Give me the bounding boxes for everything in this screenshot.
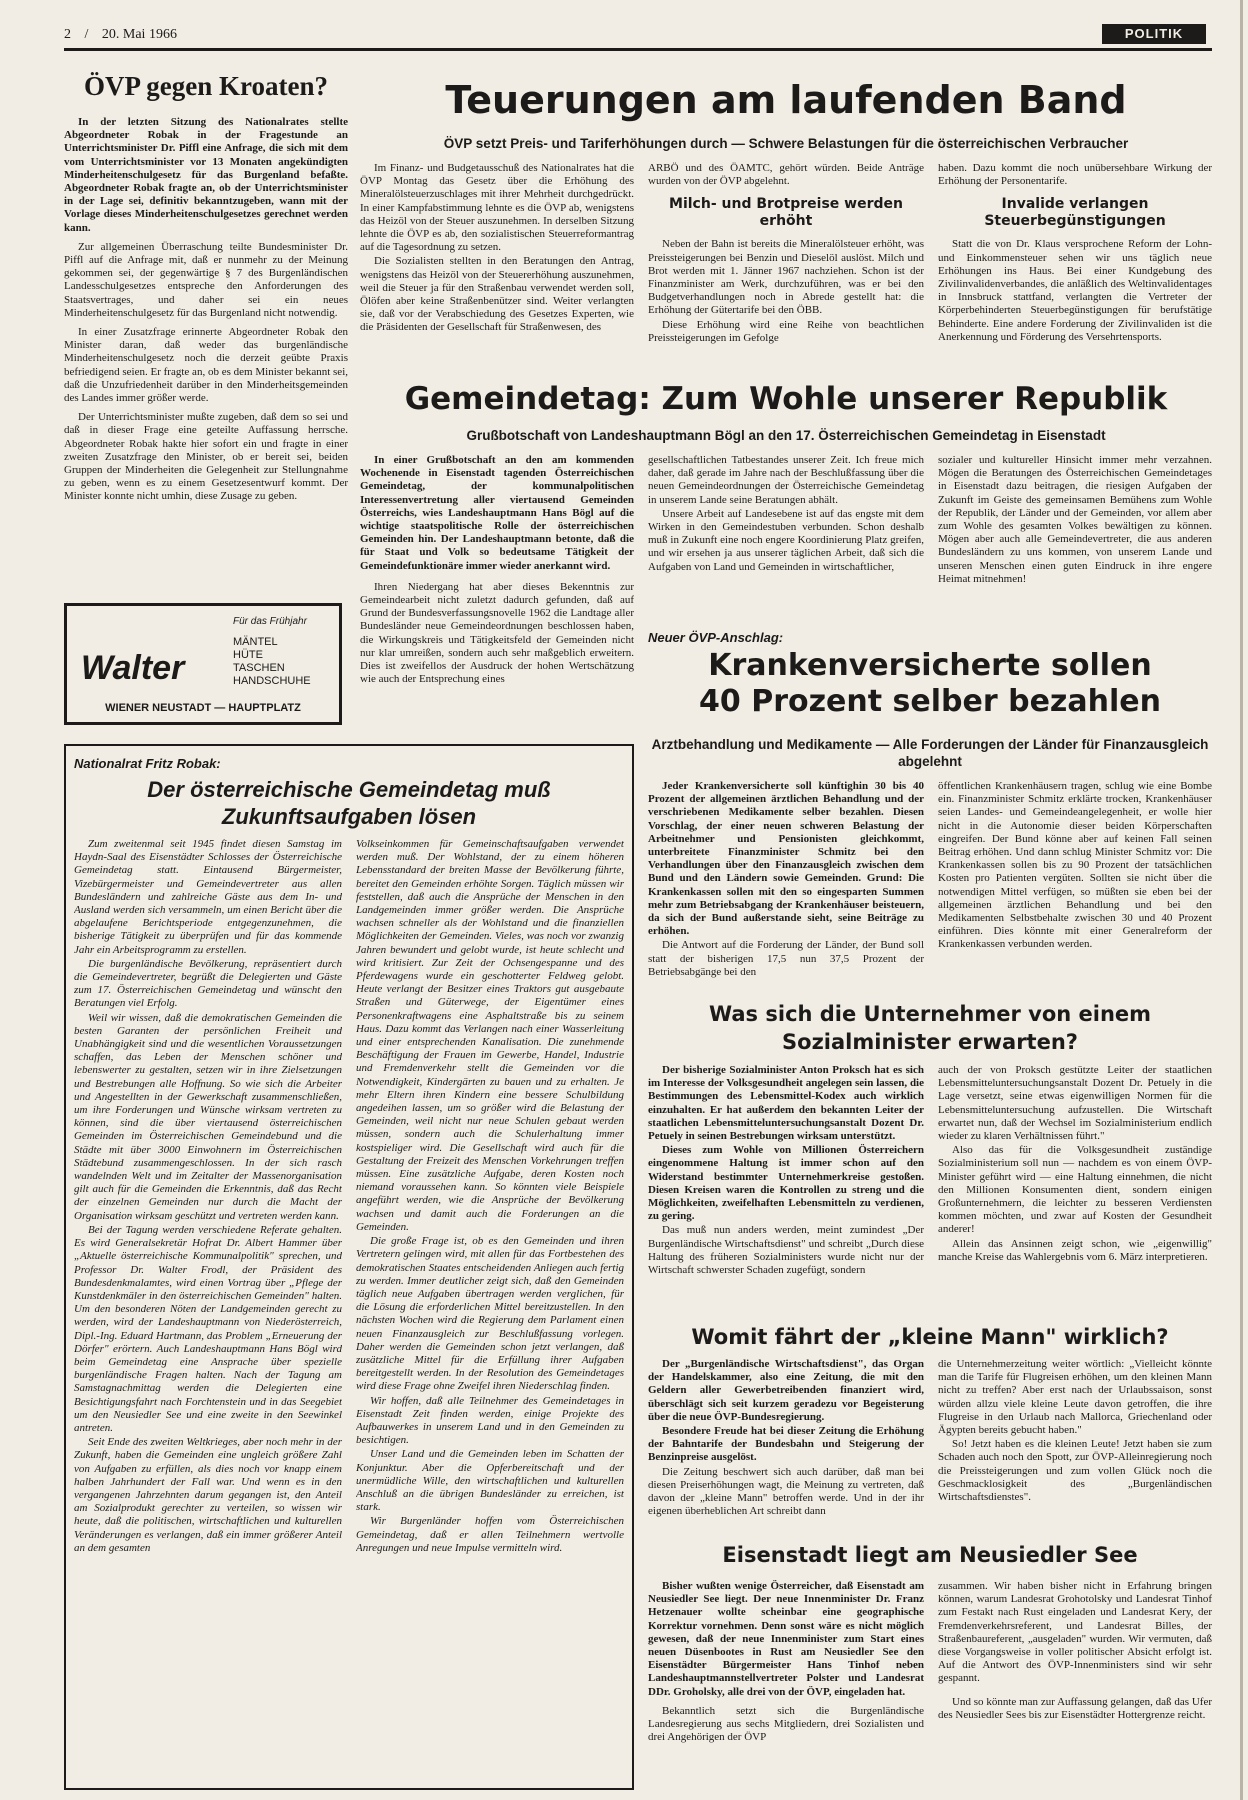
paragraph: sozialer und kultureller Hinsicht immer mehr verzahnen. Mögen die Beratungen des Österreichischen Gemeindetages in Eisenstadt dazu beitragen, die riesigen Aufgaben der Zukunft im Geiste des gemeinsamen Bemühens zum Wohle der Republik, der Länder und der Gemeinden, vor allem aber zum Wohle des gesamten Volkes bewältigen zu können. Mögen aber auch alle Gemeindevertreter, die aus anderen Bundesländern zu uns kommen, von unserem Lande und unseren Menschen einen guten Eindruck in ihre engere Heimat mitnehmen! bbox=[938, 454, 1212, 585]
article-column bbox=[648, 1580, 924, 1788]
section-heading: Invalide verlangen Steuerbegünstigungen bbox=[984, 196, 1166, 230]
paragraph: Ihren Niedergang hat aber dieses Bekenntnis zur Gemeindearbeit nicht zuletzt dadurch gefunden, daß auf Grund der Bundesverfassungsnovelle 1962 die Landtage aller Bundesländer neue Gemeindeordnungen beschlossen haben, die Wirkungskreis und Tätigkeitsfeld der Gemeinden nicht nur klar umreißen, sondern auch sehr maßgeblich erweitern. Dies ist zweifellos der Ausdruck der hohen Wertschätzung wie auch der Entsprechung eines bbox=[360, 580, 634, 686]
ad-tagline: Für das Frühjahr bbox=[233, 616, 307, 627]
article-title-kleiner-mann: Womit fährt der „kleine Mann" wirklich? bbox=[691, 1325, 1169, 1349]
page-edge-shadow bbox=[1240, 0, 1243, 1800]
article-column bbox=[938, 1580, 1212, 1788]
article-kicker: Nationalrat Fritz Robak: bbox=[74, 756, 221, 771]
paragraph: öffentlichen Krankenhäusern tragen, schlug wie eine Bombe ein. Finanzminister Schmitz erklärte trocken, Krankenhäuser seien Landes- und Gemeindeangelegenheit, er wolle hier nicht in die Autonomie dieser beiden Körperschaften eingreifen. Der Bund könne aber auf keinen Fall seinen Beitrag erhöhen. Und dann schlug Minister Schmitz vor: Die Krankenkassen sollen bis zu 90 Prozent der tatsächlichen Kosten pro Patienten vergüten. Sollten sie nicht über die notwendigen Mittel verfügen, so müßten sie eben bei der allgemeinen ärztlichen Behandlung und bei den Medikamenten Selbstbehalte zwischen 30 und 40 Prozent einführen. Dies könnte mit einer Generalreform der Krankenkassen verbunden werden. bbox=[938, 780, 1212, 951]
paragraph: Allein das Ansinnen zeigt schon, wie „eigenwillig" manche Kreise das Wahlergebnis vom 6. März interpretieren. bbox=[938, 1237, 1212, 1263]
article-subtitle-teuerungen: ÖVP setzt Preis- und Tariferhöhungen durch — Schwere Belastungen für die österreichischen Verbraucher bbox=[443, 136, 1129, 151]
ad-item: HÜTE bbox=[233, 649, 263, 661]
page-number: 2 bbox=[64, 27, 71, 42]
article-column bbox=[938, 1358, 1212, 1528]
article-title-kranken bbox=[648, 648, 1212, 720]
article-lead: In einer Grußbotschaft an den am kommenden Wochenende in Eisenstadt tagenden Österreichischen Gemeindetag, der kommunalpolitischen Interessenvertretung aller viertausend Gemeinden Österreichs, wies Landeshauptmann Hans Bögl auf die wichtige staatspolitische Rolle der österreichischen Gemeinden hin. Der Landeshauptmann betonte, daß die für Staat und Volk so bedeutsame Tätigkeit der Gemeindefunktionäre immer wieder anerkannt wird. bbox=[360, 454, 634, 572]
article-column bbox=[356, 838, 624, 1784]
paragraph: Die Zeitung beschwert sich auch darüber, daß man bei diesen Preiserhöhungen wagt, die Meinung zu vertreten, daß davon der „kleine Mann" betroffen werde. Und in der ihr eigenen überheblichen Art schreibt dann bbox=[648, 1465, 924, 1518]
title-line: Krankenversicherte sollen bbox=[708, 648, 1152, 683]
article-column bbox=[648, 454, 924, 624]
article-column bbox=[938, 162, 1212, 370]
article-lead: Bisher wußten wenige Österreicher, daß Eisenstadt am Neusiedler See liegt. Der neue Innenminister Dr. Franz Hetzenauer wollte scheinbar eine geographische Korrektur vornehmen. Denn sonst wäre es nicht möglich gewesen, daß der neue Innenminister zum Start eines neuen Düsenbootes in Rust am Neusiedler See den Eisenstädter Bürgermeister Hans Tinhof neben Landeshauptmannstellvertreter Polster und Landesrat DDr. Groholsky, alle drei von der ÖVP, eingeladen hat. bbox=[648, 1580, 924, 1698]
paragraph: Wir Burgenländer hoffen vom Österreichischen Gemeindetag, daß er allen Teilnehmern wertvolle Anregungen und neue Impulse vermitteln wird. bbox=[356, 1515, 624, 1554]
paragraph: Bei der Tagung werden verschiedene Referate gehalten. Es wird Generalsekretär Hofrat Dr. Albert Hammer über „Aktuelle österreichische Kommunalpolitik" sprechen, und Professor Dr. Walter Frodl, der Präsident des Bundesdenkmalamtes, wird einen Vortrag über „Pflege der Kunstdenkmäler in den österreichischen Gemeinden" halten. Um den besonderen Nöten der Landgemeinden gerecht zu werden, wird der Landeshauptmann von Niederösterreich, Dipl.-Ing. Eduard Hartmann, das Problem „Erneuerung der Dörfer" erörtern. Auch Landeshauptmann Hans Bögl wird beim Gemeindetag eine Ansprache über spezielle burgenländische Fragen halten. Nach der Tagung am Samstagnachmittag werden die Delegierten eine Besichtigungsfahrt nach Forchtenstein und in das Seegebiet um den Neusiedler See und eine zweite in den Seewinkel antreten. bbox=[74, 1223, 342, 1434]
paragraph: Die Antwort auf die Forderung der Länder, der Bund soll statt der bisherigen 17,5 nun 37,5 Prozent der Betriebsabgänge bei den bbox=[648, 939, 924, 978]
article-column bbox=[648, 1064, 924, 1314]
header-rule bbox=[64, 48, 1212, 51]
article-title-eisenstadt: Eisenstadt liegt am Neusiedler See bbox=[722, 1543, 1138, 1567]
article-lead: Besondere Freude hat bei dieser Zeitung die Erhöhung der Bahntarife der Bundesbahn und Steigerung der Benzinpreise ausgelöst. bbox=[648, 1425, 924, 1464]
article-column bbox=[938, 780, 1212, 990]
article-column bbox=[360, 454, 634, 724]
paragraph: Unsere Arbeit auf Landesebene ist auf das engste mit dem Wirken in den Gemeindestuben verbunden. Schon deshalb muß in Zukunft eine noch engere Koordinierung Platz greifen, und wir ersehen ja aus unserer täglichen Arbeit, daß sich die Aufgaben von Land und Gemeinden in wirtschaftlicher, bbox=[648, 507, 924, 573]
paragraph: gesellschaftlichen Tatbestandes unserer Zeit. Ich freue mich daher, daß gerade im Jahre nach der Beschlußfassung über die neuen Gemeindeordnungen der Österreichische Gemeindetag in unserem Lande seine Beratungen abhält. bbox=[648, 454, 924, 506]
advertisement-walter bbox=[64, 603, 342, 725]
paragraph: Bekanntlich setzt sich die Burgenländische Landesregierung aus sechs Mitgliedern, drei Sozialisten und drei Angehörigen der ÖVP bbox=[648, 1704, 924, 1744]
article-lead: In der letzten Sitzung des Nationalrates stellte Abgeordneter Robak in der Fragestunde an Unterrichtsminister Dr. Piffl eine Anfrage, die sich mit dem vom Unterrichtsminister vor 13 Monaten angekündigten Minderheitenschulgesetz für das Burgenland befaßte. Abgeordneter Robak fragte an, ob der Unterrichtsminister in der Lage sei, definitiv bekanntzugeben, wann mit der Vorlage dieses Minderheitenschulgesetzes gerechnet werden kann. bbox=[64, 116, 348, 234]
paragraph: auch der von Proksch gestützte Leiter der staatlichen Lebensmitteluntersuchungsanstalt Dozent Dr. Petuely in die Lage versetzt, seine etwas eigenwilligen Normen für die Lebensmitteluntersuchung aufzustellen. Die Wirtschaft erwartet nun, daß der Wechsel im Sozialministerium endlich wieder zu klaren Verhältnissen führt." bbox=[938, 1064, 1212, 1143]
paragraph: Im Finanz- und Budgetausschuß des Nationalrates hat die ÖVP Montag das Gesetz über die Erhöhung des Mineralölsteuerzuschlages mit ihrer Mehrheit durchgedrückt. In einer Kampfabstimmung lehnte es die ÖVP ab, wenigstens das Heizöl von der Steuer auszunehmen. In derselben Sitzung lehnte die ÖVP es ab, den sozialistischen Steuerreformantrag auf die Tagesordnung zu setzen. bbox=[360, 162, 634, 254]
article-column bbox=[74, 838, 342, 1784]
paragraph: die Unternehmerzeitung weiter wörtlich: „Vielleicht könnte man die Tarife für Flugreisen erhöhen, um den kleinen Mann nicht zu treffen? Aber erst nach der Urlaubssaison, sonst würden allzu viele kleine Leute davon getroffen, die ihre Flugreise in den Urlaub nach Mallorca, Griechenland oder Ägypten bereits gebucht haben." bbox=[938, 1358, 1212, 1437]
page-header-left bbox=[64, 27, 177, 43]
article-lead: Dieses zum Wohle von Millionen Österreichern eingenommene Haltung ist immer schon auf den Widerstand bestimmter Unternehmerkreise gestoßen. Diesen Kreisen waren die Kontrollen zu streng und die Möglichkeiten, zweifelhaften Lebensmitteln zu verdienen, zu gering. bbox=[648, 1144, 924, 1223]
paragraph: Neben der Bahn ist bereits die Mineralölsteuer erhöht, was Preissteigerungen bei Benzin und Dieselöl auslöst. Milch und Brot werden mit 1. Jänner 1967 nachziehen. Schon ist der Finanzminister am Werk, durchzuführen, was er bei den Budgetverhandlungen noch in Abrede gestellt hat: die Erhöhung der Gütertarife bei den ÖBB. bbox=[648, 238, 924, 317]
ad-address: WIENER NEUSTADT — HAUPTPLATZ bbox=[105, 702, 301, 714]
paragraph: ARBÖ und des ÖAMTC, gehört würden. Beide Anträge wurden von der ÖVP abgelehnt. bbox=[648, 162, 924, 188]
paragraph: Diese Erhöhung wird eine Reihe von beachtlichen Preissteigerungen im Gefolge bbox=[648, 318, 924, 344]
paragraph: Wir hoffen, daß alle Teilnehmer des Gemeindetages in Eisenstadt Zeit finden werden, einige Projekte des Aufbauwerkes in unserem Land und in den Gemeinden zu besichtigen. bbox=[356, 1394, 624, 1447]
article-column bbox=[648, 162, 924, 370]
article-title-robak: Der österreichische Gemeindetag muß Zukunftsaufgaben lösen bbox=[147, 777, 551, 829]
ad-item: MÄNTEL bbox=[233, 636, 278, 648]
paragraph: Der Unterrichtsminister mußte zugeben, daß dem so sei und daß in dieser Frage eine geteilte Auffassung herrsche. Abgeordneter Robak hakte hier sofort ein und fragte in einer zweiten Zusatzfrage den Minister, ob er bereit sei, beiden Gruppen der Minderheiten die Gelegenheit zur Stellungnahme zu geben, wenn es zu einem Gesetzesentwurf kommt. Der Minister konnte nicht umhin, diese Zusage zu geben. bbox=[64, 411, 348, 503]
article-column bbox=[938, 1064, 1212, 1314]
article-subtitle-gemeindetag: Grußbotschaft von Landeshauptmann Bögl an den 17. Österreichischen Gemeindetag in Eisenstadt bbox=[466, 428, 1106, 443]
article-title-gemeindetag: Gemeindetag: Zum Wohle unserer Republik bbox=[404, 381, 1168, 417]
article-column bbox=[360, 162, 634, 370]
ad-item: TASCHEN bbox=[233, 662, 285, 674]
paragraph: Unser Land und die Gemeinden leben im Schatten der Konjunktur. Aber die Opferbereitschaft und der unermüdliche Wille, den wirtschaftlichen und kulturellen Anschluß an die übrigen Bundesländer zu erreichen, ist stark. bbox=[356, 1448, 624, 1514]
paragraph: haben. Dazu kommt die noch unübersehbare Wirkung der Erhöhung der Personentarife. bbox=[938, 162, 1212, 188]
ad-item: HANDSCHUHE bbox=[233, 675, 311, 687]
article-title: ÖVP gegen Kroaten? bbox=[84, 71, 328, 101]
title-line: 40 Prozent selber bezahlen bbox=[699, 684, 1161, 719]
article-title-teuerungen: Teuerungen am laufenden Band bbox=[445, 78, 1127, 122]
paragraph: Weil wir wissen, daß die demokratischen Gemeinden die besten Garanten der persönlichen Freiheit und Unabhängigkeit sind und die wesentlichen Voraussetzungen schaffen, das Leben der Menschen schöner und lebenswerter zu gestalten, setzen wir in ihre Zielsetzungen und Bestrebungen alle Hoffnung. So wie sich die Arbeiter und Angestellten in der Gewerkschaft zusammenschließen, um ihre Forderungen und Wünsche wirksam vertreten zu können, sind die über viertausend österreichischen Gemeinden im Österreichischen Gemeindebund und die Städte mit über 3000 Einwohnern im Österreichischen Städtebund zusammengeschlossen. In der sich rasch wandelnden Welt und im Zeitalter der Massenorganisation gilt auch für die Gemeinden die Erkenntnis, daß das Recht der einzelnen Gemeinden nur durch die Macht der Organisation wirksam geschützt und vertreten werden kann. bbox=[74, 1011, 342, 1222]
article-title-unternehmer: Was sich die Unternehmer von einem Sozialminister erwarten? bbox=[708, 1002, 1152, 1054]
article-oevp-kroaten bbox=[64, 70, 348, 592]
section-heading: Milch- und Brotpreise werden erhöht bbox=[669, 196, 903, 230]
ad-brand: Walter bbox=[81, 649, 185, 687]
article-lead: Jeder Krankenversicherte soll künftighin 30 bis 40 Prozent der allgemeinen ärztlichen Behandlung und der verschriebenen Medikamente selber bezahlen. Diesen Vorschlag, der einer neuen schweren Belastung der Arbeitnehmer und Pensionisten gleichkommt, unterbreitete Finanzminister Schmitz bei den Verhandlungen über den Finanzausgleich zwischen dem Bund und den Ländern sowie Gemeinden. Grund: Die Krankenkassen sollen mit den so eingesparten Summen mehr zum Betriebsabgang der Krankenhäuser beisteuern, da sich der Bund außerstande sieht, seine Beiträge zu erhöhen. bbox=[648, 780, 924, 938]
paragraph: Die große Frage ist, ob es den Gemeinden und ihren Vertretern gelingen wird, mit allen für das Fortbestehen des demokratischen Staates entscheidenden Anliegen auch fertig zu werden. Immer deutlicher zeigt sich, daß den Gemeinden täglich neue Aufgaben übertragen werden verglichen, für die Lösung die erforderlichen Mittel bereitzustellen. In den nächsten Wochen wird die Regierung dem Parlament einen neuen Finanzausgleich zur Beschlußfassung vorlegen. Daher werden die Gemeinden schon jetzt verlangen, daß zusätzliche Mittel für die Erfüllung ihrer Aufgaben bereitgestellt werden. In der Resolution des Gemeindetages wird diese Frage ohne Zweifel ihren Niederschlag finden. bbox=[356, 1235, 624, 1393]
paragraph: Also das für die Volksgesundheit zuständige Sozialministerium soll nun — nachdem es von einem ÖVP-Minister geführt wird — eine Haltung einnehmen, die nicht den Millionen Konsumenten dient, sondern einigen Großunternehmern, die leichter zu besseren Verdiensten kommen möchten, und zwar auf Kosten der Gesundheit anderer! bbox=[938, 1144, 1212, 1236]
paragraph: Volkseinkommen für Gemeinschaftsaufgaben verwendet werden muß. Der Wohlstand, der zu einem höheren Lebensstandard der breiten Masse der Bevölkerung führte, bereitet den Gemeinden erhöhte Sorgen. Täglich müssen wir feststellen, daß auch die Ansprüche der Menschen in den Landgemeinden immer größer werden. Die Ansprüche wachsen schneller als der Wohlstand und die finanziellen Möglichkeiten der Gemeinden. Vieles, was noch vor zwanzig Jahren bewundert und gelobt wurde, ist heute schlecht und wird kritisiert. Zur Zeit der Ochsengespanne und des Pferdewagens wurde ein geschotterter Feldweg gelobt. Heute verlangt der Besitzer eines Traktors gut ausgebaute Straßen und Güterwege, der Eigentümer eines Personenkraftwagens eine Asphaltstraße bis zu seinem Haus. Dazu kommt das Verlangen nach einer Wasserleitung und einer entsprechenden Kanalisation. Die zunehmende Beschäftigung der Frauen im Gewerbe, Handel, Industrie und Fremdenverkehr stellt die Gemeinden vor die Notwendigkeit, Kindergärten zu bauen und zu erhalten. Je mehr Eltern ihren Kindern eine bessere Schulbildung angedeihen lassen, um so größer wird die Belastung der Gemeinden, weil nicht nur neue Schulen gebaut werden müssen, sondern auch die Schulerhaltung immer kostspieliger wird. Die Gesellschaft wird auch für die Gestaltung der Freizeit des Menschen Vorkehrungen treffen müssen. Eine zusätzliche Aufgabe, deren Kosten noch niemand voraussehen kann. So könnten viele Beispiele angeführt werden, wie die Ansprüche der Bevölkerung wachsen und damit auch die Forderungen an die Gemeinden. bbox=[356, 838, 624, 1233]
section-label: POLITIK bbox=[1102, 24, 1206, 44]
paragraph: Zur allgemeinen Überraschung teilte Bundesminister Dr. Piffl auf die Anfrage mit, daß er nunmehr zu der Meinung gekommen sei, der gegenwärtige § 7 des Burgenländischen Landesschulgesetzes entspreche den Anforderungen des Staatsvertrages, und daher sei ein neues Minderheitenschulgesetz für das Burgenland nicht notwendig. bbox=[64, 240, 348, 319]
article-kicker: Neuer ÖVP-Anschlag: bbox=[648, 630, 784, 645]
ad-item-list bbox=[233, 636, 311, 688]
paragraph: Das muß nun anders werden, meint zumindest „Der Burgenländische Wirtschaftsdienst" und schreibt „Durch diese Haltung des früheren Sozialministers wurde nicht nur der Wirtschaft schwerster Schaden zugefügt, sondern bbox=[648, 1224, 924, 1277]
page-date: 20. Mai 1966 bbox=[101, 27, 177, 42]
paragraph: Statt die von Dr. Klaus versprochene Reform der Lohn- und Einkommensteuer sehen wir uns täglich neue Erhöhungen ins Haus. Bei einer Kundgebung des Zivilinvalidenverbandes, die anläßlich des Weltinvalidentages in Innsbruck stattfand, verlangten die Vertreter der Körperbehinderten Steuerbegünstigungen für berufstätige Behinderte. Eine andere Forderung der Zivilinvaliden ist die Anerkennung und Förderung des Versehrtensports. bbox=[938, 238, 1212, 343]
paragraph: Und so könnte man zur Auffassung gelangen, daß das Ufer des Neusiedler Sees bis zur Eisenstädter Hottergrenze reicht. bbox=[938, 1695, 1212, 1721]
header-separator: / bbox=[84, 27, 89, 42]
paragraph: Die Sozialisten stellten in den Beratungen den Antrag, wenigstens das Heizöl von der Steuererhöhung auszunehmen, weil die Steuer ja für den Straßenbau verwendet werden soll, Ölöfen aber keine Straßenbenützer sind. Weiter verlangten sie, daß vor der Verabschiedung des Gesetzes Experten, wie die Präsidenten der Gesellschaft für Straßenwesen, des bbox=[360, 255, 634, 334]
paragraph: Die burgenländische Bevölkerung, repräsentiert durch die Gemeindevertreter, begrüßt die Delegierten und Gäste zum 17. Österreichischen Gemeindetag und wünscht den Beratungen viel Erfolg. bbox=[74, 957, 342, 1010]
article-column bbox=[938, 454, 1212, 624]
article-column bbox=[648, 780, 924, 990]
article-column bbox=[648, 1358, 924, 1528]
article-lead: Der bisherige Sozialminister Anton Proksch hat es sich im Interesse der Volksgesundheit angelegen sein lassen, die Bestimmungen des Lebensmittel-Kodex auch wirklich einzuhalten. Er hat außerdem den bekannten Leiter der staatlichen Lebensmitteluntersuchungsanstalt Dozent Dr. Petuely in seinen Bestrebungen wirksam unterstützt. bbox=[648, 1064, 924, 1143]
paragraph: In einer Zusatzfrage erinnerte Abgeordneter Robak den Minister daran, daß weder das burgenländische Minderheitenschulgesetz noch die derzeit geübte Praxis befriedigend seien. Er fragte an, ob es dem Minister bekannt sei, daß die Unzufriedenheit darüber in den Minderheitsgemeinden des Landes immer größer werde. bbox=[64, 326, 348, 405]
paragraph: So! Jetzt haben es die kleinen Leute! Jetzt haben sie zum Schaden auch noch den Spott, zur ÖVP-Alleinregierung noch die Preissteigerungen und zum vollen Glück noch die Geschmacklosigkeit des „Burgenländischen Wirtschaftsdienstes". bbox=[938, 1438, 1212, 1504]
paragraph: Zum zweitenmal seit 1945 findet diesen Samstag im Haydn-Saal des Eisenstädter Schlosses der Österreichische Gemeindetag statt. Eintausend Bürgermeister, Vizebürgermeister und Gemeindevertreter aus allen Bundesländern und zahlreiche Gäste aus dem In- und Ausland werden sich versammeln, um einen Bericht über die abgelaufene Berichtsperiode entgegenzunehmen, die bisherige Tätigkeit zu überprüfen und für das kommende Jahr ein Arbeitsprogramm zu erstellen. bbox=[74, 838, 342, 956]
article-lead: Der „Burgenländische Wirtschaftsdienst", das Organ der Handelskammer, also eine Zeitung, die mit den Geldern aller Gewerbetreibenden finanziert wird, überschlägt sich seit kurzem geradezu vor Begeisterung über die neue ÖVP-Bundesregierung. bbox=[648, 1358, 924, 1423]
paragraph: Seit Ende des zweiten Weltkrieges, aber noch mehr in der Zukunft, haben die Gemeinden eine ungleich größere Zahl von Aufgaben zu erfüllen, als dies noch vor knapp einem halben Jahrhundert der Fall war. Und wenn es in den vergangenen Jahrzehnten darum gegangen ist, den Anteil am Sozialprodukt gerechter zu verteilen, so wissen wir heute, daß die politischen, wirtschaftlichen und kulturellen Veränderungen es verlangen, daß ein immer größerer Anteil an dem gesamten bbox=[74, 1436, 342, 1554]
paragraph: zusammen. Wir haben bisher nicht in Erfahrung bringen können, warum Landesrat Grohotolsky und Landesrat Tinhof zum Festakt nach Rust eingeladen und Landesrat Kery, der Fremdenverkehrsreferent, und Landesrat Billes, der Straßenbaureferent, „ausgeladen" wurden. Wir vermuten, daß diese Vorgangsweise in voller politischer Absicht erfolgt ist. Auf die Antwort des ÖVP-Innenministers sind wir sehr gespannt. bbox=[938, 1580, 1212, 1685]
article-box-robak bbox=[64, 744, 634, 1790]
article-subtitle-kranken: Arztbehandlung und Medikamente — Alle Forderungen der Länder für Finanzausgleich abgelehnt bbox=[651, 737, 1209, 769]
